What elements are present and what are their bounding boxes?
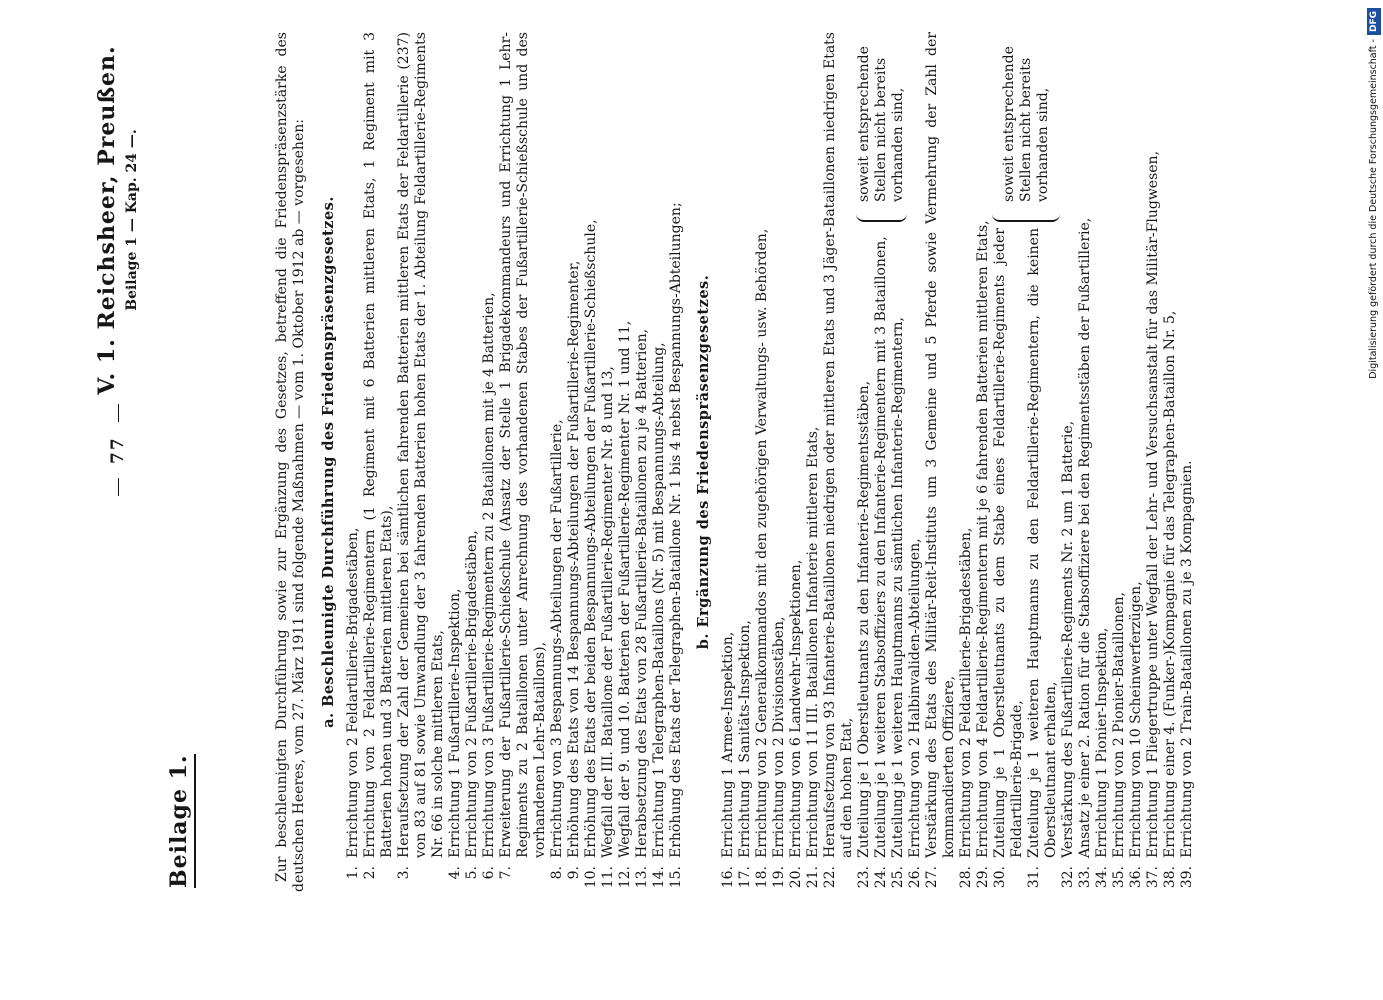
running-title: V. 1. Reichsheer, Preußen.: [94, 45, 120, 395]
brace-group-1-list: [856, 228, 907, 892]
item-number: 2.: [362, 866, 378, 880]
item-text: Errichtung von 11 III. Bataillonen Infanterie mittleren Etats,: [805, 426, 821, 858]
item-number: 27.: [924, 866, 940, 889]
item-text: Wegfall der III. Bataillone der Fußartillerie-Regimenter Nr. 8 und 13,: [600, 366, 616, 858]
list-item: [549, 32, 566, 892]
item-text: Errichtung von 6 Landwehr-Inspektionen,: [788, 559, 804, 858]
item-number: 38.: [1162, 866, 1178, 889]
list-item: [975, 32, 992, 892]
list-item: [907, 32, 924, 892]
item-text: Zuteilung je 1 weiteren Hauptmanns zu sämtlichen Infanterie-Regimentern,: [890, 317, 906, 858]
brace-group-2: [992, 32, 1060, 892]
list-item: [634, 32, 651, 892]
item-number: 16.: [720, 866, 736, 889]
list-item: [1077, 32, 1094, 892]
list-item: [1179, 32, 1196, 892]
item-number: 13.: [634, 866, 650, 889]
item-number: 23.: [856, 866, 872, 889]
item-text: Errichtung von 2 Divisionsstäben,: [771, 616, 787, 858]
item-text: Errichtung von 2 Train-Bataillonen zu je 3 Kompagnien.: [1179, 460, 1195, 858]
item-text: Zuteilung je 1 weiteren Stabsoffiziers zu den Infanterie-Regimentern mit 3 Bataillonen,: [873, 236, 889, 858]
item-number: 19.: [771, 866, 787, 889]
item-number: 17.: [737, 866, 753, 889]
list-item: [1094, 32, 1111, 892]
item-text: Zuteilung je 1 Oberstleutnants zu den Infanterie-Regimentsstäben,: [856, 380, 872, 858]
item-number: 7.: [498, 866, 514, 880]
brace-1: [856, 208, 907, 222]
list-item: [890, 228, 907, 892]
list-item: [396, 32, 447, 892]
item-text: Errichtung von 2 Generalkommandos mit den zugehörigen Verwaltungs- usw. Behörden,: [754, 228, 770, 858]
brace-group-2-list: [992, 228, 1060, 892]
list-item: [345, 32, 362, 892]
page-number-text: 77: [108, 436, 128, 464]
item-number: 39.: [1179, 866, 1195, 889]
brace-note-1: soweit entsprechende Stellen nicht bereits vorhanden sind,: [856, 46, 906, 202]
item-number: 36.: [1128, 866, 1144, 889]
section-a-list: [345, 32, 685, 892]
list-item: [924, 32, 958, 892]
item-number: 32.: [1060, 866, 1076, 889]
item-number: 21.: [805, 866, 821, 889]
dfg-logo: DFG: [1367, 8, 1381, 35]
section-b-list-1: [720, 32, 856, 892]
list-item: [992, 228, 1026, 892]
list-item: [1060, 32, 1077, 892]
item-text: Zuteilung je 1 Oberstleutnants zu dem Stabe eines Feldartillerie-Regiments jeder Feldartillerie-Brigade,: [992, 228, 1025, 858]
list-item: [651, 32, 668, 892]
list-item: [498, 32, 549, 892]
item-text: Verstärkung des Etats des Militär-Reit-Instituts um 3 Gemeine und 5 Pferde sowie Vermehrung der Zahl der kommandierten Offiziere,: [924, 32, 957, 858]
list-item: [788, 32, 805, 892]
item-number: 5.: [464, 866, 480, 880]
item-number: 11.: [600, 866, 616, 889]
brace-note-2: soweit entsprechende Stellen nicht bereits vorhanden sind,: [1000, 46, 1051, 202]
rotated-page: [46, 20, 1366, 980]
digitization-text: Digitalisierung gefördert durch die Deutsche Forschungsgemeinschaft -: [1368, 39, 1379, 379]
list-item: [617, 32, 634, 892]
item-text: Wegfall der 9. und 10. Batterien der Fußartillerie-Regimenter Nr. 1 und 11,: [617, 320, 633, 858]
item-number: 10.: [583, 866, 599, 889]
item-number: 3.: [396, 866, 412, 880]
item-text: Errichtung von 3 Fußartillerie-Regimentern zu 2 Bataillonen mit je 4 Batterien,: [481, 292, 497, 858]
item-text: Errichtung von 4 Feldartillerie-Regimentern mit je 6 fahrenden Batterien mittleren Etats,: [975, 220, 991, 858]
item-text: Erhöhung des Etats von 14 Bespannungs-Abteilungen der Fußartillerie-Regimenter,: [566, 260, 582, 858]
list-item: [958, 32, 975, 892]
item-text: Errichtung einer 4. (Funker-)Kompagnie für das Telegraphen-Bataillon Nr. 5,: [1162, 310, 1178, 858]
item-number: 18.: [754, 866, 770, 889]
item-number: 4.: [447, 866, 463, 880]
item-text: Errichtung 1 Telegraphen-Bataillons (Nr. 5) mit Bespannungs-Abteilung,: [651, 342, 667, 858]
item-number: 31.: [1026, 866, 1042, 889]
item-text: Errichtung 1 Pionier-Inspektion,: [1094, 627, 1110, 858]
beilage-title: Beilage 1.: [166, 754, 196, 888]
section-b-list-2: [907, 32, 992, 892]
list-item: [362, 32, 396, 892]
item-text: Zuteilung je 1 weiteren Hauptmanns zu den Feldartillerie-Regimentern, die keinen Oberstleutnant erhalten,: [1026, 228, 1059, 858]
item-number: 24.: [873, 866, 889, 889]
item-number: 26.: [907, 866, 923, 889]
list-item: [1111, 32, 1128, 892]
item-number: 12.: [617, 866, 633, 889]
item-number: 22.: [822, 866, 838, 889]
item-text: Errichtung von 2 Halbinvaliden-Abteilungen,: [907, 538, 923, 858]
list-item: [447, 32, 464, 892]
list-item: [481, 32, 498, 892]
item-text: Errichtung von 2 Feldartillerie-Brigadestäben,: [345, 527, 361, 858]
intro-paragraph: Zur beschleunigten Durchführung sowie zur Ergänzung des Gesetzes, betreffend die Friedenspräsenzstärke des deutschen Heeres, vom 27. März 1911 sind folgende Maßnahmen — vom 1. Oktober 1912 ab — vorgesehen:: [274, 32, 307, 892]
item-text: Errichtung 1 Armee-Inspektion,: [720, 631, 736, 858]
list-item: [805, 32, 822, 892]
item-text: Heraufsetzung der Zahl der Gemeinen bei sämtlichen fahrenden Batterien mittleren Etats der Feldartillerie (237) von 83 auf 81 sowie Umwandlung der 3 fahrenden Batterien hohen Etats der 1. Abteilung Feldartillerie-Regiments Nr. 66 in solche mittleren Etats,: [396, 32, 446, 858]
item-number: 29.: [975, 866, 991, 889]
item-number: 37.: [1145, 866, 1161, 889]
item-number: 8.: [549, 866, 565, 880]
section-a-heading: a. Beschleunigte Durchführung des Friedenspräsenzgesetzes.: [320, 196, 337, 728]
item-text: Errichtung 1 Fliegertruppe unter Wegfall der Lehr- und Versuchsanstalt für das Militär-Flugwesen,: [1145, 150, 1161, 858]
item-text: Errichtung 1 Sanitäts-Inspektion,: [737, 620, 753, 858]
item-number: 25.: [890, 866, 906, 889]
item-text: Errichtung von 2 Feldartillerie-Brigadestäben,: [958, 527, 974, 858]
item-number: 9.: [566, 866, 582, 880]
item-text: Erhöhung des Etats der beiden Bespannungs-Abteilungen der Fußartillerie-Schießschule,: [583, 219, 599, 858]
list-item: [737, 32, 754, 892]
list-item: [464, 32, 481, 892]
item-number: 28.: [958, 866, 974, 889]
dash-left: [118, 478, 119, 496]
list-item: [668, 32, 685, 892]
item-text: Heraufsetzung von 93 Infanterie-Bataillonen niedrigen oder mittleren Etats und 3 Jäger-Bataillonen niedrigen Etats auf den hohen Etat,: [822, 32, 855, 858]
list-item: [1128, 32, 1145, 892]
item-text: Ansatz je einer 2. Ration für die Stabsoffiziere bei den Regimentsstäben der Fußartillerie,: [1077, 217, 1093, 858]
running-subtitle: Beilage 1 — Kap. 24 —.: [124, 129, 140, 311]
digitization-credit: [1364, 8, 1383, 992]
list-item: [822, 32, 856, 892]
list-item: [856, 228, 873, 892]
item-text: Errichtung von 2 Feldartillerie-Regimentern (1 Regiment mit 6 Batterien mittleren Etats, 1 Regiment mit 3 Batterien hohen und 3 Batterien mittleren Etats),: [362, 32, 395, 858]
list-item: [566, 32, 583, 892]
item-text: Errichtung 1 Fußartillerie-Inspektion,: [447, 588, 463, 858]
document-body: [274, 32, 1196, 892]
item-number: 14.: [651, 866, 667, 889]
brace-group-1: [856, 32, 907, 892]
section-b-heading: b. Ergänzung des Friedenspräsenzgesetzes.: [695, 274, 712, 650]
item-number: 1.: [345, 866, 361, 880]
list-item: [583, 32, 600, 892]
list-item: [600, 32, 617, 892]
item-text: Erweiterung der Fußartillerie-Schießschule (Ansatz der Stelle 1 Brigadekommandeurs und Errichtung 1 Lehr-Regiments zu 2 Bataillonen unter Anrechnung des vorhandenen Stabes der Fußartillerie-Schießschule und des vorhandenen Lehr-Bataillons),: [498, 32, 548, 858]
list-item: [771, 32, 788, 892]
list-item: [754, 32, 771, 892]
item-text: Verstärkung des Fußartillerie-Regiments Nr. 2 um 1 Batterie,: [1060, 420, 1076, 858]
item-text: Errichtung von 10 Scheinwerferzügen,: [1128, 581, 1144, 858]
item-text: Errichtung von 2 Pionier-Bataillonen,: [1111, 592, 1127, 858]
item-text: Herabsetzung des Etats von 28 Fußartillerie-Bataillonen zu je 4 Batterien,: [634, 328, 650, 858]
item-number: 20.: [788, 866, 804, 889]
list-item: [720, 32, 737, 892]
digitization-label: [1364, 8, 1383, 992]
item-number: 15.: [668, 866, 684, 889]
list-item: [1162, 32, 1179, 892]
list-item: [1026, 228, 1060, 892]
item-number: 34.: [1094, 866, 1110, 889]
item-text: Errichtung von 3 Bespannungs-Abteilungen der Fußartillerie,: [549, 419, 565, 858]
list-item: [873, 228, 890, 892]
item-number: 6.: [481, 866, 497, 880]
item-text: Errichtung von 2 Fußartillerie-Brigadestäben,: [464, 530, 480, 858]
section-b-list-3: [1060, 32, 1196, 892]
item-number: 35.: [1111, 866, 1127, 889]
brace-2: [992, 208, 1060, 222]
item-number: 33.: [1077, 866, 1093, 889]
item-text: Erhöhung des Etats der Telegraphen-Bataillone Nr. 1 bis 4 nebst Bespannungs-Abteilungen;: [668, 202, 684, 858]
item-number: 30.: [992, 866, 1008, 889]
list-item: [1145, 32, 1162, 892]
running-head: [94, 20, 140, 420]
